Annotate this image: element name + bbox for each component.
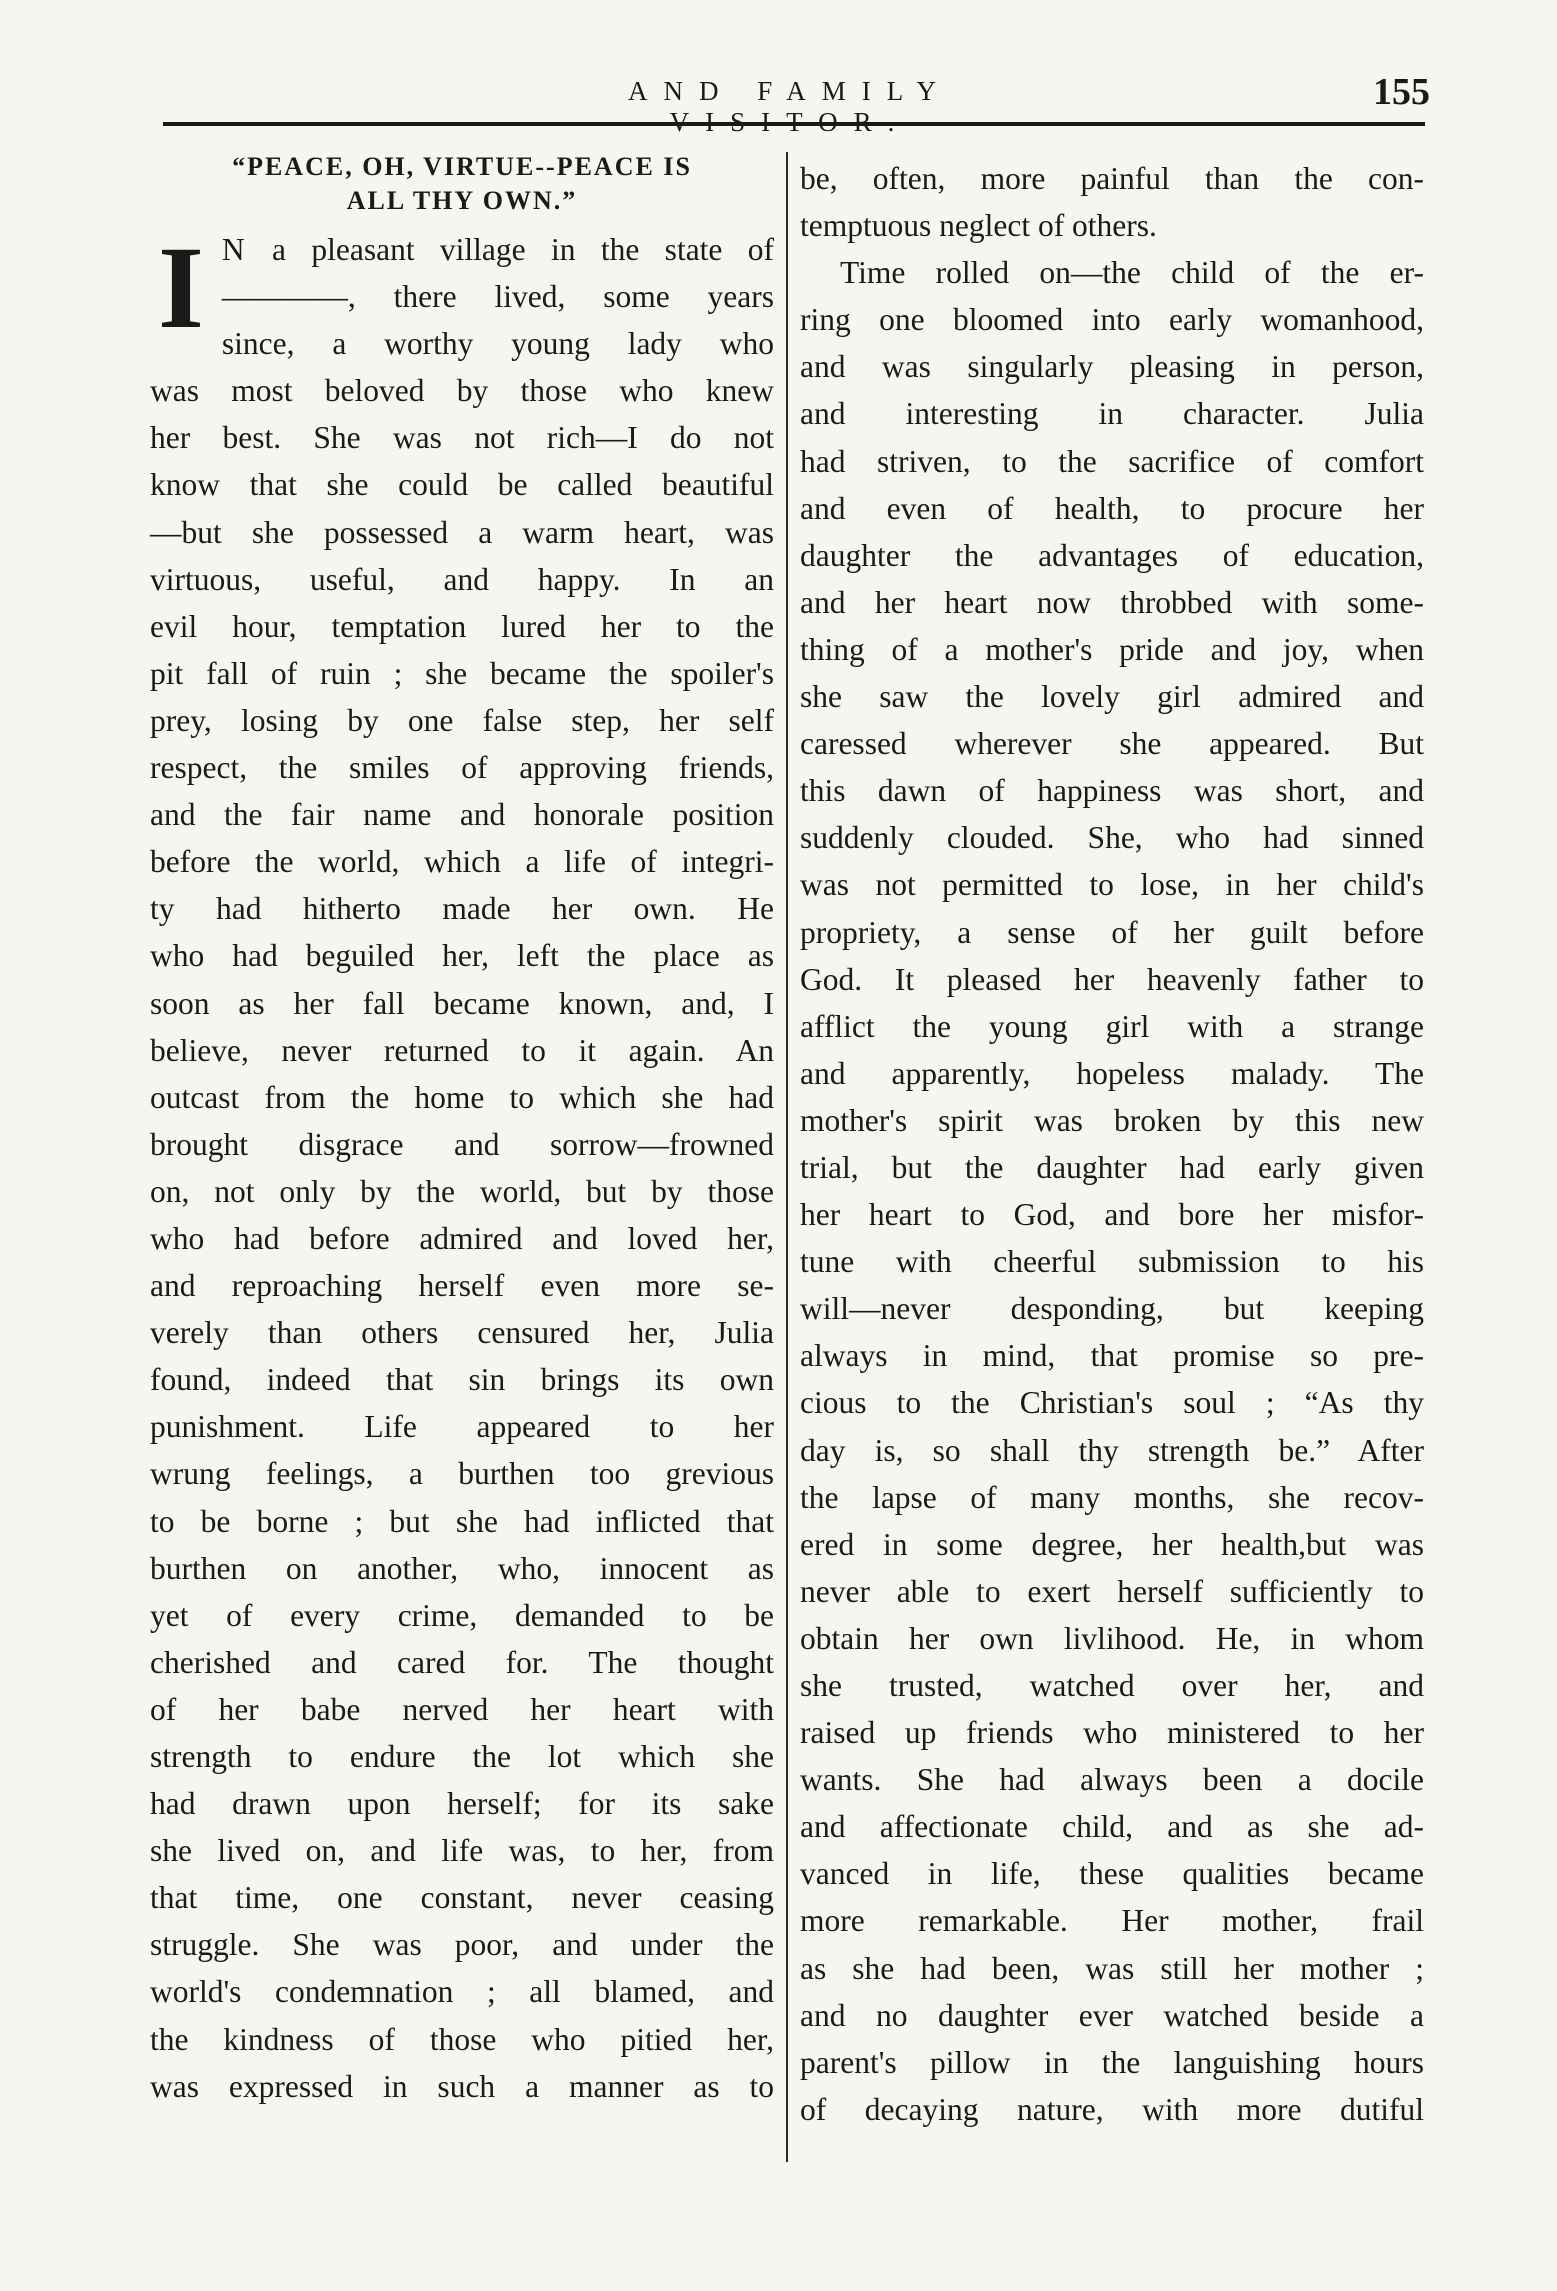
right-line: this dawn of happiness was short, and [800, 773, 1424, 809]
left-line: evil hour, temptation lured her to the [150, 608, 774, 644]
right-line: thing of a mother's pride and joy, when [800, 631, 1424, 667]
right-line: suddenly clouded. She, who had sinned [800, 820, 1424, 856]
left-line-text: a pleasant village in the state of [272, 232, 775, 267]
left-line: the kindness of those who pitied her, [150, 2021, 774, 2057]
opening-word: N [221, 232, 247, 267]
left-line: wrung feelings, a burthen too grevious [150, 1456, 774, 1492]
right-line: cious to the Christian's soul ; “As thy [800, 1385, 1424, 1421]
left-line: —but she possessed a warm heart, was [150, 514, 774, 550]
right-line: daughter the advantages of education, [800, 537, 1424, 573]
right-line: wants. She had always been a docile [800, 1762, 1424, 1798]
left-line: prey, losing by one false step, her self [150, 702, 774, 738]
left-line: soon as her fall became known, and, I [150, 985, 774, 1021]
left-line: strength to endure the lot which she [150, 1739, 774, 1774]
right-line: she trusted, watched over her, and [800, 1668, 1424, 1703]
left-line: found, indeed that sin brings its own [150, 1362, 774, 1398]
right-line: afflict the young girl with a strange [800, 1008, 1424, 1044]
left-line: she lived on, and life was, to her, from [150, 1833, 774, 1869]
left-line: of her babe nerved her heart with [150, 1691, 774, 1727]
running-head [150, 72, 1430, 122]
left-line: outcast from the home to which she had [150, 1079, 774, 1115]
left-line: ————, there lived, some years [221, 279, 774, 315]
right-line: temptuous neglect of others. [800, 208, 1157, 244]
right-line: caressed wherever she appeared. But [800, 726, 1424, 762]
right-line: always in mind, that promise so pre- [800, 1338, 1424, 1374]
left-line: believe, never returned to it again. An [150, 1032, 774, 1068]
right-line: God. It pleased her heavenly father to [800, 961, 1424, 997]
left-line [150, 226, 774, 273]
column-divider [786, 152, 788, 2162]
left-line: that time, one constant, never ceasing [150, 1880, 774, 1916]
left-line: respect, the smiles of approving friends, [150, 750, 774, 786]
right-line: raised up friends who ministered to her [800, 1715, 1424, 1751]
right-line: was not permitted to lose, in her child's [800, 867, 1424, 903]
right-line: and was singularly pleasing in person, [800, 349, 1424, 385]
left-line: punishment. Life appeared to her [150, 1409, 774, 1445]
left-line: to be borne ; but she had inflicted that [150, 1503, 774, 1539]
left-line: cherished and cared for. The thought [150, 1644, 774, 1680]
left-line: was expressed in such a manner as to [150, 2068, 774, 2104]
right-line: and apparently, hopeless malady. The [800, 1055, 1424, 1091]
left-line: since, a worthy young lady who [221, 326, 774, 362]
right-column-text [800, 155, 1424, 2133]
left-line: had drawn upon herself; for its sake [150, 1786, 774, 1822]
left-line: who had before admired and loved her, [150, 1220, 774, 1256]
left-line: brought disgrace and sorrow—frowned [150, 1126, 774, 1162]
right-line: will—never desponding, but keeping [800, 1291, 1424, 1327]
header-rule [163, 122, 1425, 126]
left-line: and reproaching herself even more se- [150, 1268, 774, 1304]
right-line: the lapse of many months, she recov- [800, 1479, 1424, 1515]
left-line: was most beloved by those who knew [150, 373, 774, 409]
right-line: obtain her own livlihood. He, in whom [800, 1620, 1424, 1656]
left-line: verely than others censured her, Julia [150, 1315, 774, 1351]
right-line: and no daughter ever watched beside a [800, 1997, 1424, 2033]
article-title [150, 150, 774, 218]
left-line: on, not only by the world, but by those [150, 1173, 774, 1209]
right-line: be, often, more painful than the con- [800, 161, 1424, 196]
page-number: 155 [1373, 71, 1430, 113]
right-line: and affectionate child, and as she ad- [800, 1809, 1424, 1845]
right-line: more remarkable. Her mother, frail [800, 1903, 1424, 1939]
drop-cap: I [158, 222, 204, 353]
right-column [800, 155, 1424, 2133]
left-line: her best. She was not rich—I do not [150, 420, 774, 456]
right-line: her heart to God, and bore her misfor- [800, 1197, 1424, 1233]
left-line: virtuous, useful, and happy. In an [150, 561, 774, 597]
left-line: burthen on another, who, innocent as [150, 1550, 774, 1586]
right-line: never able to exert herself sufficiently to [800, 1573, 1424, 1609]
left-line: who had beguiled her, left the place as [150, 938, 774, 974]
right-line: and her heart now throbbed with some- [800, 584, 1424, 620]
right-line: vanced in life, these qualities became [800, 1856, 1424, 1892]
left-line: pit fall of ruin ; she became the spoiler's [150, 655, 774, 691]
right-line: of decaying nature, with more dutiful [800, 2091, 1424, 2127]
right-line: tune with cheerful submission to his [800, 1244, 1424, 1280]
left-line: and the fair name and honorale position [150, 797, 774, 833]
right-line: day is, so shall thy strength be.” After [800, 1432, 1424, 1468]
left-line: world's condemnation ; all blamed, and [150, 1974, 774, 2010]
right-line: she saw the lovely girl admired and [800, 679, 1424, 715]
right-line: ring one bloomed into early womanhood, [800, 302, 1424, 338]
left-column-text [150, 222, 775, 2110]
right-line: ered in some degree, her health,but was [800, 1526, 1424, 1562]
right-line: and even of health, to procure her [800, 490, 1424, 526]
right-line: Time rolled on—the child of the er- [840, 255, 1424, 291]
left-line: struggle. She was poor, and under the [150, 1927, 774, 1963]
left-line: yet of every crime, demanded to be [150, 1597, 774, 1633]
right-line: and interesting in character. Julia [800, 396, 1424, 432]
right-line: as she had been, was still her mother ; [800, 1950, 1424, 1986]
right-line: parent's pillow in the languishing hours [800, 2044, 1424, 2080]
left-line: know that she could be called beautiful [150, 467, 774, 503]
article-title-line-1: “PEACE, OH, VIRTUE--PEACE IS [232, 152, 692, 181]
left-line: before the world, which a life of integri- [150, 844, 774, 880]
right-line: trial, but the daughter had early given [800, 1149, 1424, 1185]
left-line: ty had hitherto made her own. He [150, 891, 774, 927]
article-title-line-2: ALL THY OWN.” [346, 186, 578, 215]
right-line: had striven, to the sacrifice of comfort [800, 443, 1424, 479]
right-line: mother's spirit was broken by this new [800, 1102, 1424, 1138]
left-column [150, 150, 774, 2110]
running-title: AND FAMILY [627, 76, 953, 106]
right-line: propriety, a sense of her guilt before [800, 914, 1424, 950]
